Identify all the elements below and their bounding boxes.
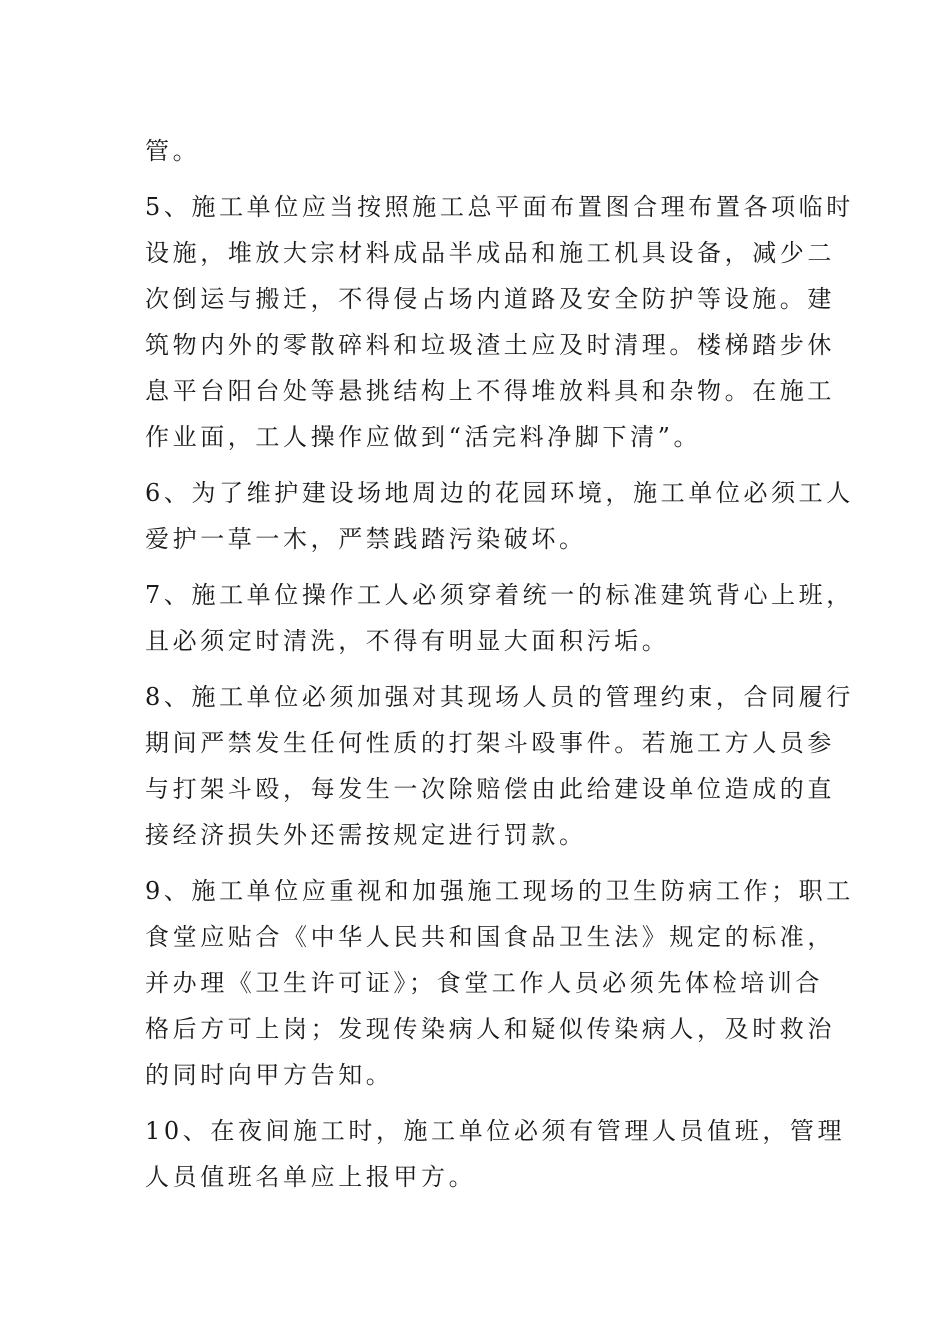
text-line: 管。 <box>145 137 201 165</box>
text-line: 并办理《卫生许可证》；食堂工作人员必须先体检培训合 <box>145 969 823 997</box>
text-line: 爱护一草一木，严禁践踏污染破坏。 <box>145 525 587 553</box>
text-line: 期间严禁发生任何性质的打架斗殴事件。若施工方人员参 <box>145 729 835 757</box>
text-line: 筑物内外的零散碎料和垃圾渣土应及时清理。楼梯踏步休 <box>145 331 835 359</box>
text-line: 设施，堆放大宗材料成品半成品和施工机具设备，减少二 <box>145 239 835 267</box>
text-line: 且必须定时清洗，不得有明显大面积污垢。 <box>145 627 670 655</box>
text-line: 10、在夜间施工时，施工单位必须有管理人员值班，管理 <box>145 1117 846 1145</box>
text-line: 息平台阳台处等悬挑结构上不得堆放料具和杂物。在施工 <box>145 377 835 405</box>
text-line: 9、施工单位应重视和加强施工现场的卫生防病工作；职工 <box>145 877 854 905</box>
text-line: 人员值班名单应上报甲方。 <box>145 1163 477 1191</box>
text-line: 的同时向甲方告知。 <box>145 1061 394 1089</box>
text-line: 次倒运与搬迁，不得侵占场内道路及安全防护等设施。建 <box>145 285 835 313</box>
text-line: 格后方可上岗；发现传染病人和疑似传染病人，及时救治 <box>145 1015 835 1043</box>
text-line: 8、施工单位必须加强对其现场人员的管理约束，合同履行 <box>145 683 854 711</box>
text-line: 与打架斗殴，每发生一次除赔偿由此给建设单位造成的直 <box>145 775 835 803</box>
text-line: 接经济损失外还需按规定进行罚款。 <box>145 821 587 849</box>
text-line: 7、施工单位操作工人必须穿着统一的标准建筑背心上班， <box>145 581 854 609</box>
text-line: 作业面，工人操作应做到“活完料净脚下清”。 <box>145 423 702 451</box>
text-line: 食堂应贴合《中华人民共和国食品卫生法》规定的标准， <box>145 923 835 951</box>
text-line: 6、为了维护建设场地周边的花园环境，施工单位必须工人 <box>145 479 854 507</box>
document-body <box>145 128 854 1200</box>
text-line: 5、施工单位应当按照施工总平面布置图合理布置各项临时 <box>145 193 854 221</box>
